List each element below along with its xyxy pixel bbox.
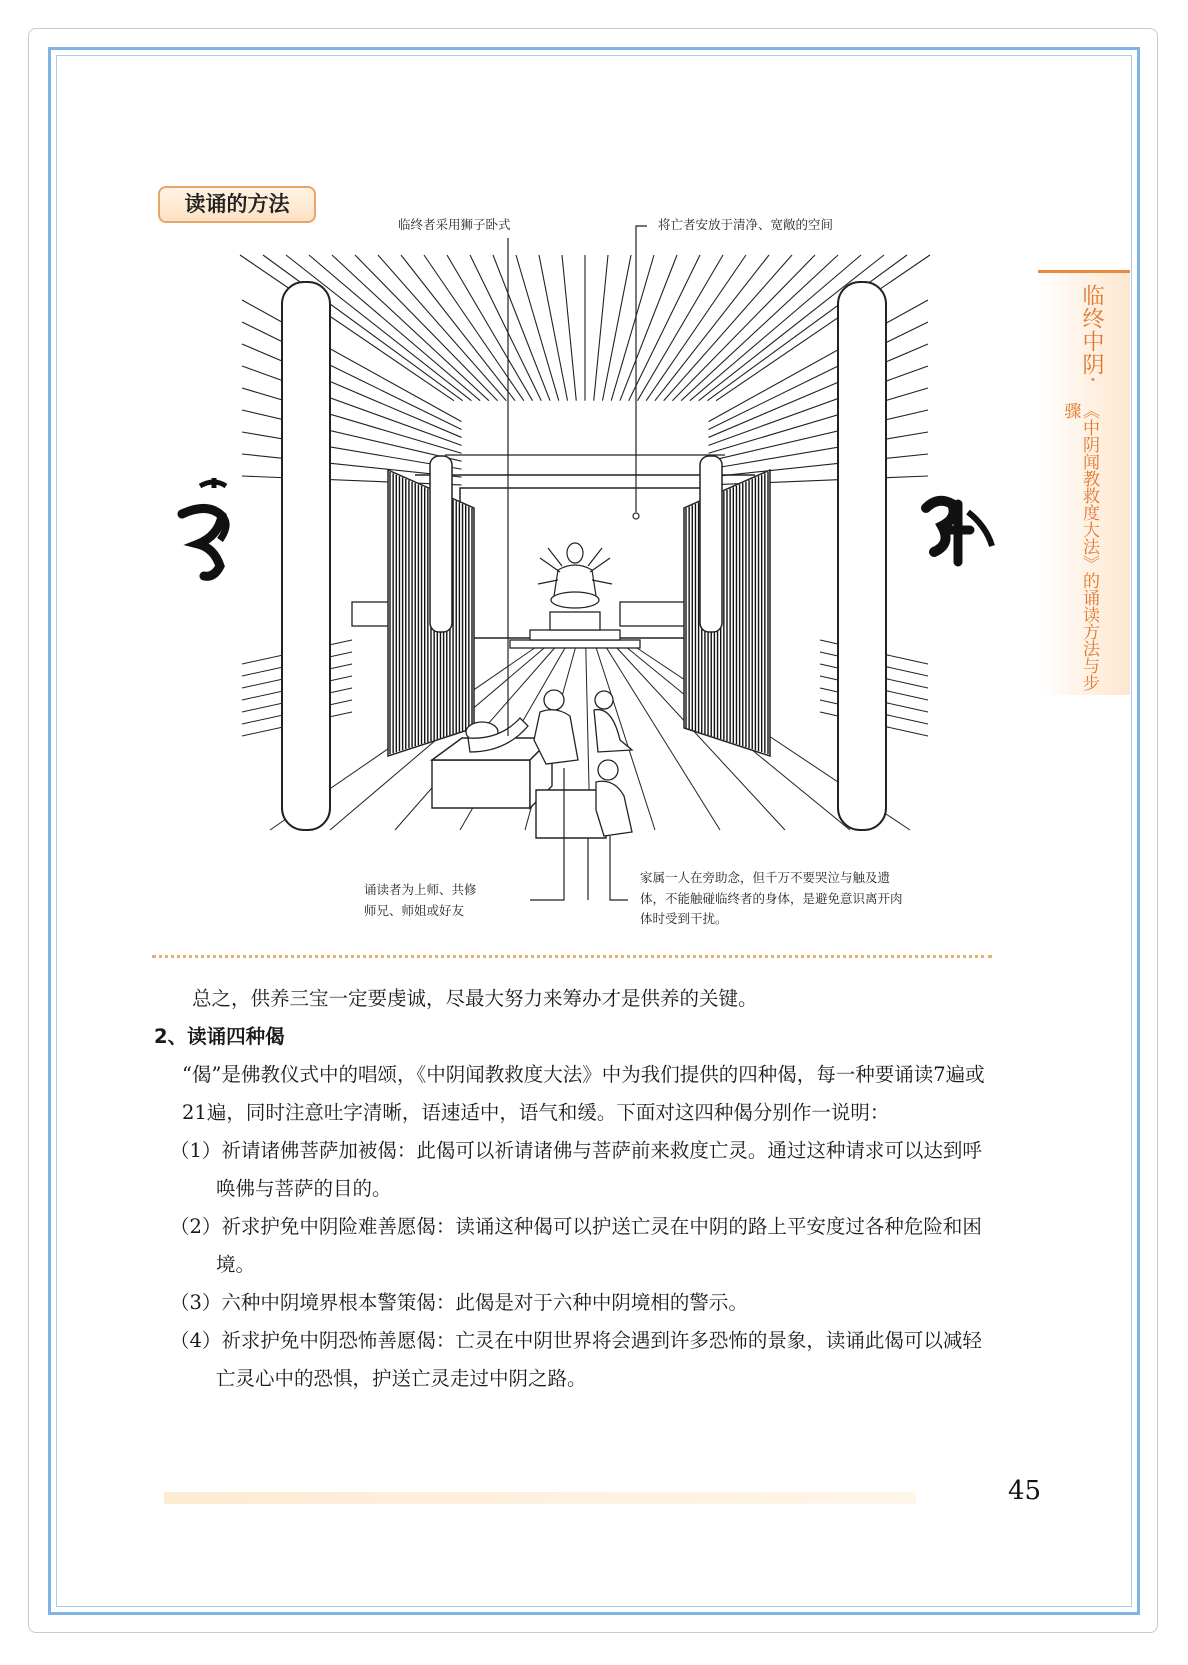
- sidebar-subtitle: 《中阴闻教救度大法》的诵读方法与步骤: [1060, 402, 1099, 691]
- list-item-number: （3）: [170, 1291, 222, 1314]
- section-tag: 读诵的方法: [158, 186, 316, 223]
- sidebar-title: 临终中阴·: [1079, 284, 1104, 384]
- list-item-number: （4）: [170, 1329, 222, 1352]
- right-screen: [684, 470, 770, 756]
- list-item: [160, 1322, 996, 1398]
- callout-lion-posture: 临终者采用狮子卧式: [398, 217, 511, 232]
- intro-paragraph: 总之，供养三宝一定要虔诚，尽最大努力来筹办才是供养的关键。: [192, 987, 758, 1010]
- list-item-text: 祈求护免中阴险难善愿偈：读诵这种偈可以护送亡灵在中阴的路上平安度过各种危险和困境。: [216, 1215, 982, 1276]
- platforms: [432, 738, 606, 838]
- callout-family-line-3: 体时受到干扰。: [640, 911, 728, 927]
- list-item: [160, 1132, 996, 1208]
- callout-reciter-line-2: 师兄、师姐或好友: [364, 902, 465, 918]
- intro-gatha-paragraph: “偈”是佛教仪式中的唱颂，《中阴闻教救度大法》中为我们提供的四种偈，每一种要诵读7遍或21遍，同时注意吐字清晰，语速适中，语气和缓。下面对这四种偈分别作一说明：: [182, 1063, 985, 1124]
- radiating-ceiling-lines: [240, 255, 930, 485]
- list-item-number: （2）: [170, 1215, 222, 1238]
- callout-reciter: [364, 880, 477, 921]
- callout-reciter-line-1: 诵读者为上师、共修: [364, 882, 477, 897]
- section-heading: 2、读诵四种偈: [154, 1025, 285, 1048]
- siddham-glyph-left-icon: [182, 478, 226, 576]
- body-text: [154, 980, 996, 1398]
- footer-bar: [164, 1492, 916, 1504]
- list-item-text: 祈求护免中阴恐怖善愿偈：亡灵在中阴世界将会遇到许多恐怖的景象，读诵此偈可以减轻亡灵心中的恐惧，护送亡灵走过中阴之路。: [216, 1329, 982, 1390]
- siddham-glyph-right-icon: [926, 501, 992, 562]
- page-number: 45: [1008, 1476, 1042, 1506]
- dotted-separator: [152, 955, 992, 958]
- callout-family-line-2: 体，不能触碰临终者的身体，是避免意识离开肉: [640, 890, 903, 906]
- list-item-text: 六种中阴境界根本警策偈：此偈是对于六种中阴境相的警示。: [221, 1291, 748, 1314]
- list-item-number: （1）: [170, 1139, 222, 1162]
- callout-clean-space: 将亡者安放于清净、宽敞的空间: [658, 217, 834, 232]
- list-item: [160, 1208, 996, 1284]
- list-item: [160, 1284, 996, 1322]
- callout-family: [640, 868, 903, 930]
- list-item-text: 祈请诸佛菩萨加被偈：此偈可以祈请诸佛与菩萨前来救度亡灵。通过这种请求可以达到呼唤佛与菩萨的目的。: [216, 1139, 982, 1200]
- callout-family-line-1: 家属一人在旁助念，但千万不要哭泣与触及遗: [640, 870, 891, 885]
